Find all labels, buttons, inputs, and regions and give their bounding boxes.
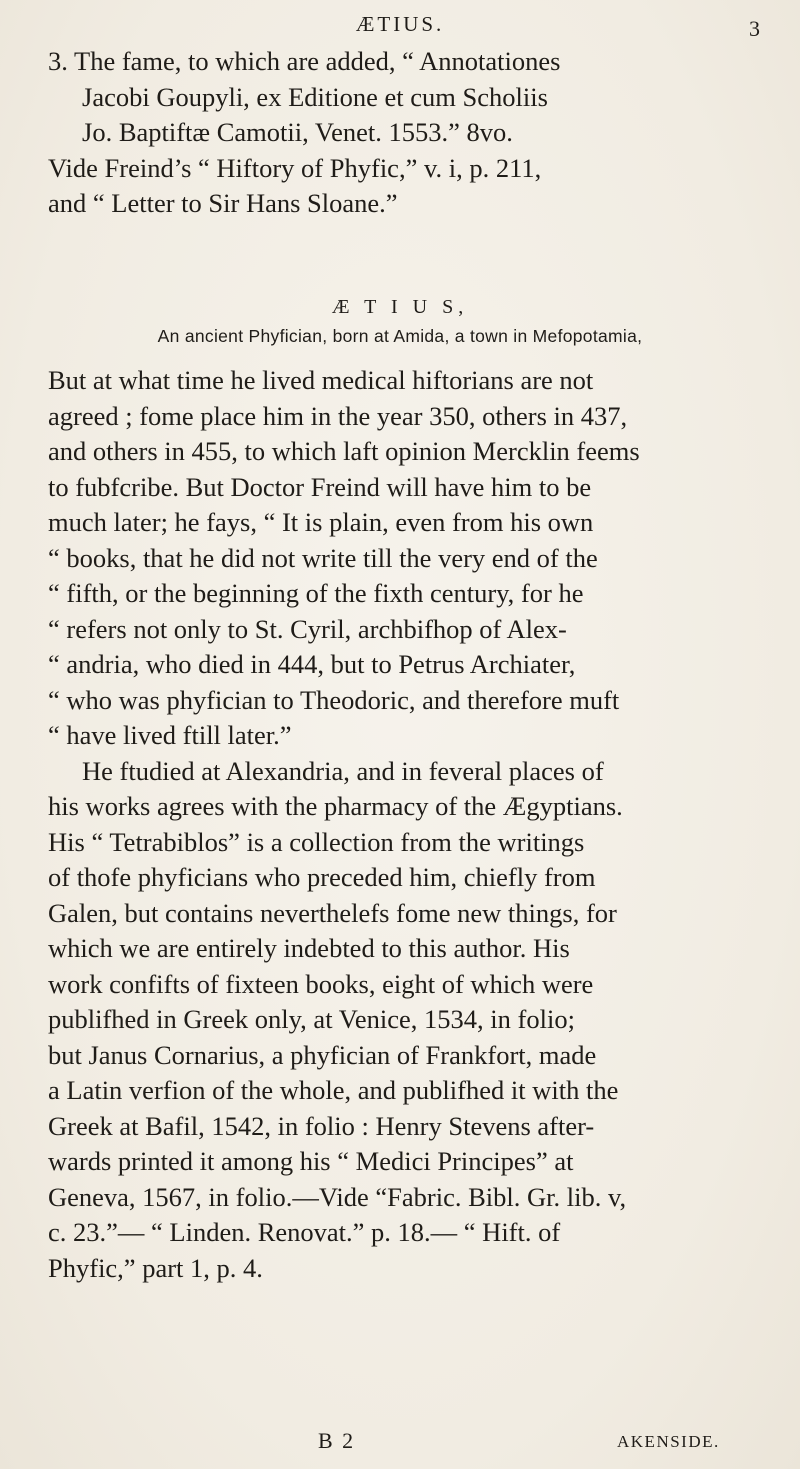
text-line: but Janus Cornarius, a phyfician of Frankfort, made: [48, 1039, 597, 1070]
article-body: [48, 363, 778, 1286]
running-title: ÆTIUS.: [355, 12, 445, 36]
text-line: His “ Tetrabiblos” is a collection from the writings: [48, 826, 585, 857]
text-line: Phyfic,” part 1, p. 4.: [48, 1252, 263, 1283]
text-line: his works agrees with the pharmacy of the Ægyptians.: [48, 791, 623, 821]
text-line: “ books, that he did not write till the very end of the: [48, 542, 598, 573]
text-line: 3. The fame, to which are added, “ Annotationes: [48, 46, 561, 76]
text-line: Vide Freind’s “ Hiftory of Phyfic,” v. i, p. 211,: [48, 152, 542, 183]
text-line: “ andria, who died in 444, but to Petrus Archiater,: [48, 649, 576, 679]
text-line: “ fifth, or the beginning of the fixth century, for he: [48, 578, 584, 608]
text-line: Geneva, 1567, in folio.—Vide “Fabric. Bibl. Gr. lib. v,: [48, 1181, 627, 1212]
text-line: “ refers not only to St. Cyril, archbifhop of Alex-: [48, 613, 567, 644]
text-line: Jacobi Goupyli, ex Editione et cum Scholiis: [82, 81, 548, 112]
page-number: 3: [749, 16, 760, 41]
page-footer: [0, 1428, 800, 1462]
text-line: of thofe phyficians who preceded him, chiefly from: [48, 862, 596, 892]
text-line: much later; he fays, “ It is plain, even from his own: [48, 507, 594, 537]
text-line: He ftudied at Alexandria, and in feveral places of: [82, 755, 604, 786]
text-line: which we are entirely indebted to this author. His: [48, 933, 570, 963]
text-line: and others in 455, to which laft opinion Mercklin feems: [48, 436, 640, 466]
text-line: “ have lived ftill later.”: [48, 720, 292, 750]
text-line: “ who was phyfician to Theodoric, and therefore muft: [48, 684, 620, 715]
text-line: Galen, but contains neverthelefs fome new things, for: [48, 897, 617, 928]
text-line: a Latin verfion of the whole, and publifhed it with the: [48, 1075, 619, 1105]
article-heading: Æ T I U S,: [331, 296, 469, 318]
text-line: and “ Letter to Sir Hans Sloane.”: [48, 188, 398, 218]
text-line: But at what time he lived medical hiftorians are not: [48, 365, 594, 395]
article-description: An ancient Phyfician, born at Amida, a town in Mefopotamia,: [157, 326, 643, 346]
catchword: AKENSIDE.: [617, 1432, 720, 1451]
previous-entry-text: [48, 44, 778, 222]
text-line: Greek at Bafil, 1542, in folio : Henry Stevens after-: [48, 1110, 595, 1141]
text-line: publifhed in Greek only, at Venice, 1534, in folio;: [48, 1004, 575, 1034]
text-line: wards printed it among his “ Medici Principes” at: [48, 1146, 574, 1176]
running-head: [0, 8, 800, 41]
text-line: work confifts of fixteen books, eight of which were: [48, 968, 594, 999]
text-line: agreed ; fome place him in the year 350, others in 437,: [48, 400, 628, 431]
text-line: c. 23.”— “ Linden. Renovat.” p. 18.— “ Hift. of: [48, 1217, 561, 1247]
text-line: to fubfcribe. But Doctor Freind will have him to be: [48, 471, 592, 502]
signature-mark: B 2: [318, 1428, 356, 1453]
text-line: Jo. Baptiftæ Camotii, Venet. 1553.” 8vo.: [82, 117, 513, 147]
